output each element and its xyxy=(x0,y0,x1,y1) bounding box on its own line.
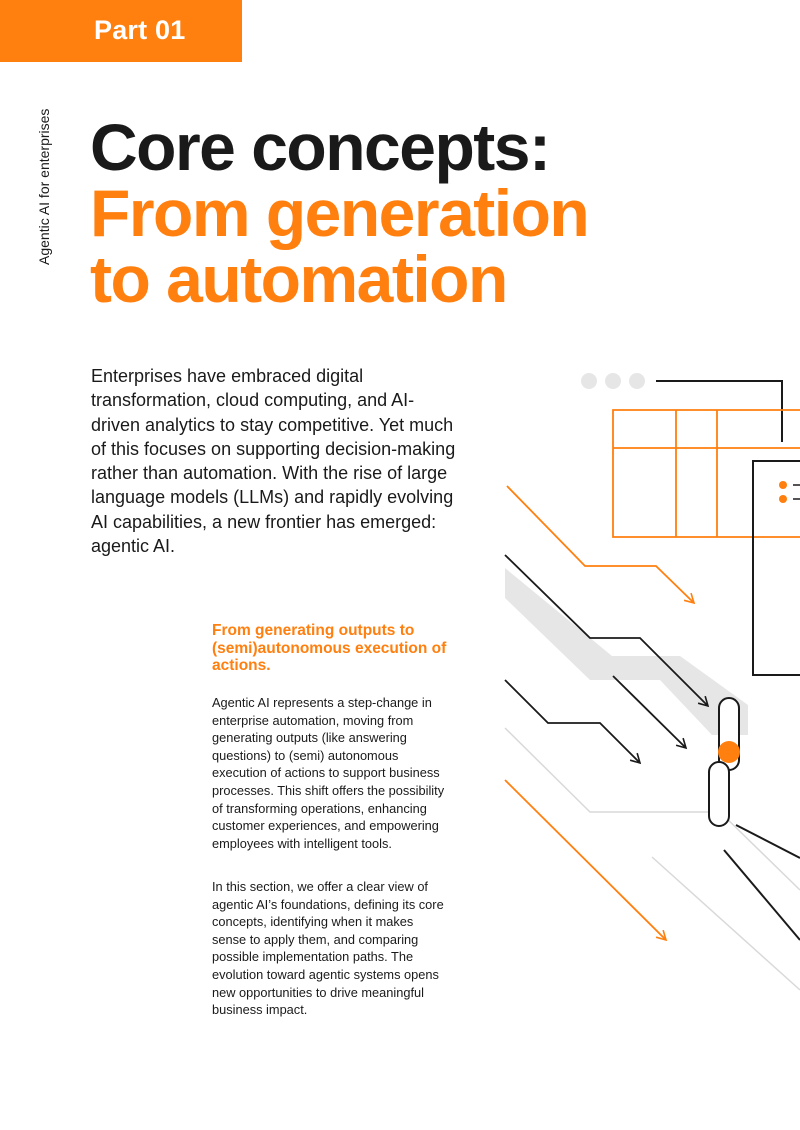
window-dot-icon xyxy=(629,373,645,389)
automation-illustration xyxy=(490,360,800,1020)
arrow-orange-2 xyxy=(505,780,666,940)
chain-line xyxy=(724,850,800,940)
panel-frame xyxy=(753,461,800,675)
intro-paragraph: Enterprises have embraced digital transformation, cloud computing, and AI-driven analytics to stay competitive. Yet much of this focuses on supporting decision-making rather than automation. With the rise of large language models (LLMs) and rapidly evolving AI capabilities, a new frontier has emerged: agentic AI. xyxy=(91,366,456,557)
body-paragraph-2: In this section, we offer a clear view of agentic AI’s foundations, defining its core concepts, identifying when it makes sense to apply them, and comparing possible implementation paths. The evolution toward agentic systems opens new opportunities to drive meaningful business impact. xyxy=(212,879,444,1018)
side-label: Agentic AI for enterprises xyxy=(36,108,52,265)
bullet-icon xyxy=(779,495,787,503)
node-dot-icon xyxy=(718,741,740,763)
part-label: Part 01 xyxy=(94,15,186,45)
title-line-3: to automation xyxy=(90,242,507,316)
gray-line xyxy=(505,728,800,890)
title-line-2: From generation xyxy=(90,176,589,250)
window-dot-icon xyxy=(581,373,597,389)
grid-table-icon xyxy=(613,410,800,537)
section-subhead: From generating outputs to (semi)autonomous execution of actions. xyxy=(212,622,447,674)
body-paragraph-1: Agentic AI represents a step-change in enterprise automation, moving from generating outputs (like answering questions) to (semi) autonomous execution of actions to support business processes. This shift offers the possibility of transforming operations, enhancing customer experiences, and empowering employees with intelligent tools. xyxy=(212,695,445,851)
chain-line xyxy=(736,825,800,858)
arrow-black-3 xyxy=(505,680,640,763)
gray-band xyxy=(505,568,748,735)
part-tab xyxy=(0,0,242,62)
chain-link-icon xyxy=(709,762,729,826)
page-title xyxy=(90,110,589,316)
gray-line xyxy=(652,857,800,990)
window-dot-icon xyxy=(605,373,621,389)
title-line-1: Core concepts: xyxy=(90,110,550,184)
connector-line xyxy=(656,381,782,442)
bullet-icon xyxy=(779,481,787,489)
